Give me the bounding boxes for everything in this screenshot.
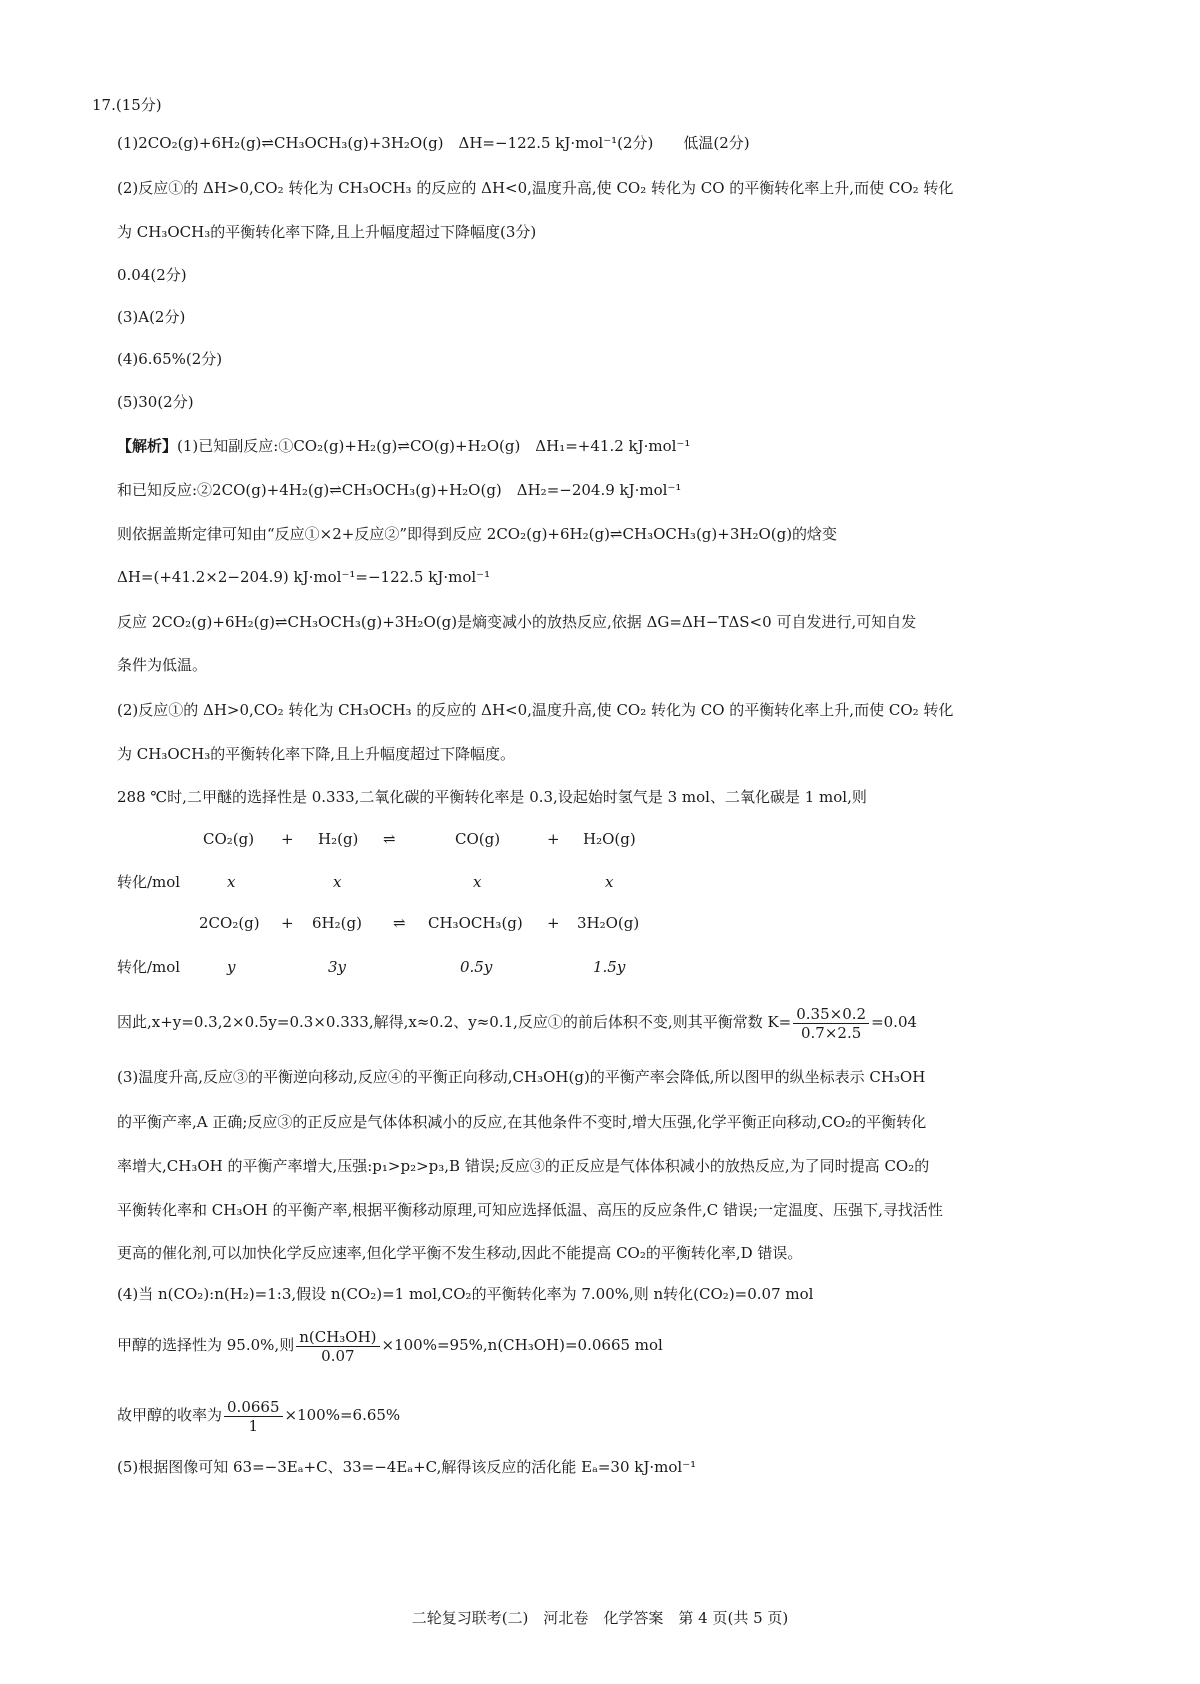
part4-line-3-post: ×100%=6.65%	[284, 1406, 401, 1424]
answer-line-1: (1)2CO₂(g)+6H₂(g)⇌CH₃OCH₃(g)+3H₂O(g) ΔH=−122.5 kJ·mol⁻¹(2分) 低温(2分)	[117, 134, 750, 152]
t2-species-6: 3H₂O(g)	[577, 914, 640, 932]
fraction-numerator: n(CH₃OH)	[296, 1328, 379, 1347]
t1-row-label: 转化/mol	[117, 873, 181, 891]
part3-line-2: 的平衡产率,A 正确;反应③的正反应是气体体积减小的反应,在其他条件不变时,增大压强,化学平衡正向移动,CO₂的平衡转化	[117, 1113, 927, 1131]
yield-fraction	[224, 1398, 283, 1435]
t1-species-3: ⇌	[383, 830, 396, 848]
page-footer: 二轮复习联考(二) 河北卷 化学答案 第 4 页(共 5 页)	[411, 1609, 789, 1627]
fraction-denominator: 0.7×2.5	[801, 1023, 862, 1042]
analysis-line-3: 则依据盖斯定律可知由“反应①×2+反应②”即得到反应 2CO₂(g)+6H₂(g)⇌CH₃OCH₃(g)+3H₂O(g)的焓变	[117, 525, 838, 543]
analysis-line-8: 为 CH₃OCH₃的平衡转化率下降,且上升幅度超过下降幅度。	[117, 745, 515, 763]
fraction-numerator: 0.35×0.2	[793, 1005, 869, 1024]
solve-text: 因此,x+y=0.3,2×0.5y=0.3×0.333,解得,x≈0.2、y≈0.1,反应①的前后体积不变,则其平衡常数 K=	[117, 1013, 792, 1031]
t2-species-4: CH₃OCH₃(g)	[428, 914, 523, 932]
analysis-line-7: (2)反应①的 ΔH>0,CO₂ 转化为 CH₃OCH₃ 的反应的 ΔH<0,温度升高,使 CO₂ 转化为 CO 的平衡转化率上升,而使 CO₂ 转化	[117, 701, 954, 719]
analysis-text-1: (1)已知副反应:①CO₂(g)+H₂(g)⇌CO(g)+H₂O(g) ΔH₁=+41.2 kJ·mol⁻¹	[177, 437, 691, 455]
analysis-line-6: 条件为低温。	[117, 656, 208, 674]
t2-value-0: y	[227, 958, 236, 976]
part3-line-1: (3)温度升高,反应③的平衡逆向移动,反应④的平衡正向移动,CH₃OH(g)的平衡产率会降低,所以图甲的纵坐标表示 CH₃OH	[117, 1068, 926, 1086]
part4-line-2-post: ×100%=95%,n(CH₃OH)=0.0665 mol	[381, 1336, 663, 1354]
t1-species-0: CO₂(g)	[203, 830, 255, 848]
part4-line-3-pre: 故甲醇的收率为	[117, 1406, 223, 1424]
fraction-numerator: 0.0665	[224, 1398, 283, 1417]
t1-species-1: +	[281, 830, 294, 848]
t1-species-5: +	[547, 830, 560, 848]
part4-line-3	[117, 1395, 400, 1435]
answer-line-5: (3)A(2分)	[117, 308, 186, 326]
t1-species-2: H₂(g)	[318, 830, 359, 848]
t2-value-1: 3y	[328, 958, 347, 976]
analysis-line-9: 288 ℃时,二甲醚的选择性是 0.333,二氧化碳的平衡转化率是 0.3,设起始时氢气是 3 mol、二氧化碳是 1 mol,则	[117, 788, 867, 806]
t2-species-0: 2CO₂(g)	[199, 914, 260, 932]
solve-line	[117, 1002, 917, 1042]
fraction-denominator: 1	[248, 1416, 259, 1435]
answer-line-6: (4)6.65%(2分)	[117, 350, 223, 368]
answer-line-2: (2)反应①的 ΔH>0,CO₂ 转化为 CH₃OCH₃ 的反应的 ΔH<0,温度升高,使 CO₂ 转化为 CO 的平衡转化率上升,而使 CO₂ 转化	[117, 179, 954, 197]
t2-row-label: 转化/mol	[117, 958, 181, 976]
answer-line-4: 0.04(2分)	[117, 266, 187, 284]
analysis-line-4: ΔH=(+41.2×2−204.9) kJ·mol⁻¹=−122.5 kJ·mol⁻¹	[117, 568, 491, 586]
t2-species-2: 6H₂(g)	[312, 914, 362, 932]
t2-species-3: ⇌	[393, 914, 406, 932]
part4-line-2	[117, 1325, 663, 1365]
solve-result: =0.04	[871, 1013, 918, 1031]
part5-line: (5)根据图像可知 63=−3Eₐ+C、33=−4Eₐ+C,解得该反应的活化能 Eₐ=30 kJ·mol⁻¹	[117, 1458, 697, 1476]
equilibrium-constant-fraction	[793, 1005, 869, 1042]
t2-value-3: 1.5y	[593, 958, 626, 976]
fraction-denominator: 0.07	[321, 1346, 355, 1365]
question-header: 17.(15分)	[92, 96, 162, 114]
analysis-line-1	[117, 436, 690, 456]
analysis-line-5: 反应 2CO₂(g)+6H₂(g)⇌CH₃OCH₃(g)+3H₂O(g)是熵变减小的放热反应,依据 ΔG=ΔH−TΔS<0 可自发进行,可知自发	[117, 613, 917, 631]
answer-line-7: (5)30(2分)	[117, 393, 194, 411]
t2-value-2: 0.5y	[460, 958, 493, 976]
t1-value-2: x	[473, 873, 482, 891]
t2-species-1: +	[281, 914, 294, 932]
t1-species-4: CO(g)	[455, 830, 501, 848]
t1-value-0: x	[227, 873, 236, 891]
part4-line-1: (4)当 n(CO₂):n(H₂)=1:3,假设 n(CO₂)=1 mol,CO₂的平衡转化率为 7.00%,则 n转化(CO₂)=0.07 mol	[117, 1285, 814, 1303]
t1-species-6: H₂O(g)	[583, 830, 636, 848]
t1-value-1: x	[333, 873, 342, 891]
part3-line-4: 平衡转化率和 CH₃OH 的平衡产率,根据平衡移动原理,可知应选择低温、高压的反应条件,C 错误;一定温度、压强下,寻找活性	[117, 1201, 943, 1219]
analysis-label: 【解析】	[117, 437, 178, 455]
t2-species-5: +	[547, 914, 560, 932]
selectivity-fraction	[296, 1328, 379, 1365]
part3-line-5: 更高的催化剂,可以加快化学反应速率,但化学平衡不发生移动,因此不能提高 CO₂的平衡转化率,D 错误。	[117, 1244, 803, 1262]
part4-line-2-pre: 甲醇的选择性为 95.0%,则	[117, 1336, 295, 1354]
answer-line-3: 为 CH₃OCH₃的平衡转化率下降,且上升幅度超过下降幅度(3分)	[117, 223, 537, 241]
t1-value-3: x	[605, 873, 614, 891]
analysis-line-2: 和已知反应:②2CO(g)+4H₂(g)⇌CH₃OCH₃(g)+H₂O(g) ΔH₂=−204.9 kJ·mol⁻¹	[117, 481, 682, 499]
part3-line-3: 率增大,CH₃OH 的平衡产率增大,压强:p₁>p₂>p₃,B 错误;反应③的正反应是气体体积减小的放热反应,为了同时提高 CO₂的	[117, 1157, 930, 1175]
